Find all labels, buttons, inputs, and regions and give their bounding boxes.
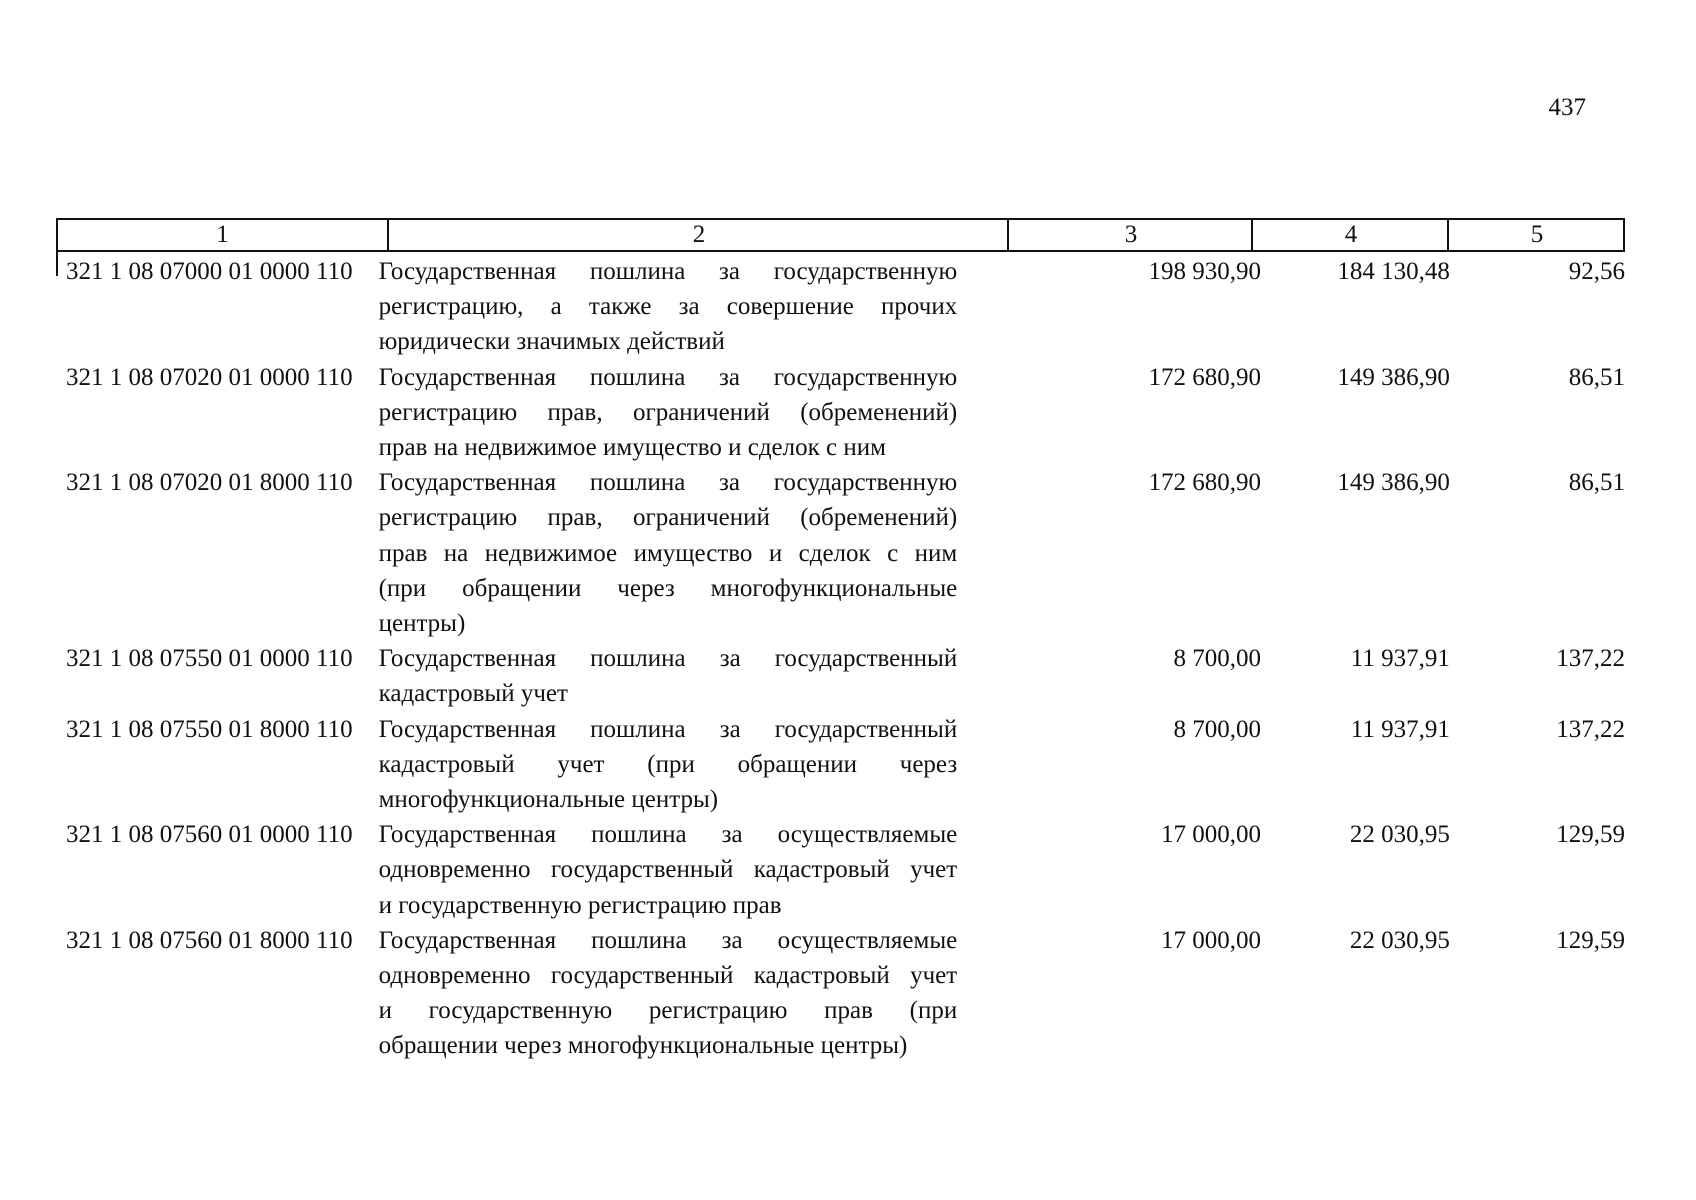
table-row <box>56 641 1625 711</box>
description-line: регистрацию прав, ограничений (обременений) <box>378 398 958 426</box>
percent-cell: 137,22 <box>1556 715 1625 743</box>
code-cell: 321 1 08 07550 01 8000 110 <box>66 715 353 743</box>
header-col-1: 1 <box>216 221 229 248</box>
description-line: многофункциональные центры) <box>378 786 719 814</box>
description-line: обращении через многофункциональные центры) <box>378 1032 908 1060</box>
description-line: кадастровый учет (при обращении через <box>378 750 958 778</box>
plan-cell: 172 680,90 <box>1148 469 1262 497</box>
percent-cell: 137,22 <box>1556 645 1625 673</box>
code-cell: 321 1 08 07020 01 8000 110 <box>66 469 353 497</box>
description-line: одновременно государственный кадастровый учет <box>378 962 958 990</box>
description-line: регистрацию прав, ограничений (обременений) <box>378 504 958 532</box>
description-line: Государственная пошлина за осуществляемые <box>378 926 958 954</box>
plan-cell: 8 700,00 <box>1173 645 1262 673</box>
revenue-table <box>56 218 1625 1064</box>
plan-cell: 198 930,90 <box>1148 258 1262 285</box>
actual-cell: 22 030,95 <box>1349 926 1450 954</box>
description-line: юридически значимых действий <box>378 328 725 356</box>
description-line: Государственная пошлина за государственную <box>378 469 958 497</box>
description-line: Государственная пошлина за государственную <box>378 258 958 285</box>
header-col-4: 4 <box>1251 220 1449 250</box>
table-row <box>56 465 1625 641</box>
description-line: прав на недвижимое имущество и сделок с ним <box>378 434 886 462</box>
description-cell <box>377 465 958 641</box>
table-body <box>56 252 1625 1064</box>
description-cell <box>377 923 958 1064</box>
plan-cell: 8 700,00 <box>1173 715 1262 743</box>
header-col-2: 2 <box>387 220 1009 250</box>
actual-cell: 184 130,48 <box>1337 258 1450 285</box>
description-cell <box>377 712 958 818</box>
percent-cell: 129,59 <box>1556 926 1625 954</box>
code-cell: 321 1 08 07020 01 0000 110 <box>66 363 353 391</box>
header-col-5: 5 <box>1447 220 1625 250</box>
description-line: Государственная пошлина за государственный <box>378 715 958 743</box>
table-row <box>56 923 1625 1064</box>
description-cell <box>377 641 958 711</box>
actual-cell: 149 386,90 <box>1337 363 1450 391</box>
percent-cell: 92,56 <box>1568 258 1625 285</box>
code-cell: 321 1 08 07000 01 0000 110 <box>66 258 353 285</box>
description-line: Государственная пошлина за государственную <box>378 363 958 391</box>
description-cell <box>377 817 958 923</box>
plan-cell: 17 000,00 <box>1161 821 1262 849</box>
header-col-3: 3 <box>1007 220 1253 250</box>
percent-cell: 129,59 <box>1556 821 1625 849</box>
description-cell <box>377 254 958 360</box>
table-header-row <box>56 218 1625 252</box>
actual-cell: 11 937,91 <box>1350 645 1450 673</box>
code-cell: 321 1 08 07560 01 8000 110 <box>66 926 353 954</box>
percent-cell: 86,51 <box>1568 469 1625 497</box>
description-line: кадастровый учет <box>378 680 568 708</box>
description-line: и государственную регистрацию прав (при <box>378 997 958 1025</box>
description-line: прав на недвижимое имущество и сделок с ним <box>378 539 958 567</box>
actual-cell: 22 030,95 <box>1349 821 1450 849</box>
page-number: 437 <box>1548 94 1586 121</box>
description-line: (при обращении через многофункциональные <box>378 574 958 602</box>
description-line: центры) <box>378 610 466 638</box>
description-cell <box>377 360 958 466</box>
table-row <box>56 712 1625 818</box>
percent-cell: 86,51 <box>1568 363 1625 391</box>
plan-cell: 172 680,90 <box>1148 363 1262 391</box>
plan-cell: 17 000,00 <box>1161 926 1262 954</box>
description-line: Государственная пошлина за государственный <box>378 645 958 673</box>
code-cell: 321 1 08 07550 01 0000 110 <box>66 645 353 673</box>
actual-cell: 149 386,90 <box>1337 469 1450 497</box>
description-line: регистрацию, а также за совершение прочих <box>378 293 958 321</box>
table-left-border <box>56 250 58 276</box>
table-row <box>56 360 1625 466</box>
table-row <box>56 817 1625 923</box>
table-row <box>56 254 1625 360</box>
code-cell: 321 1 08 07560 01 0000 110 <box>66 821 353 849</box>
actual-cell: 11 937,91 <box>1350 715 1450 743</box>
description-line: одновременно государственный кадастровый учет <box>378 856 958 884</box>
description-line: и государственную регистрацию прав <box>378 891 782 919</box>
description-line: Государственная пошлина за осуществляемые <box>378 821 958 849</box>
